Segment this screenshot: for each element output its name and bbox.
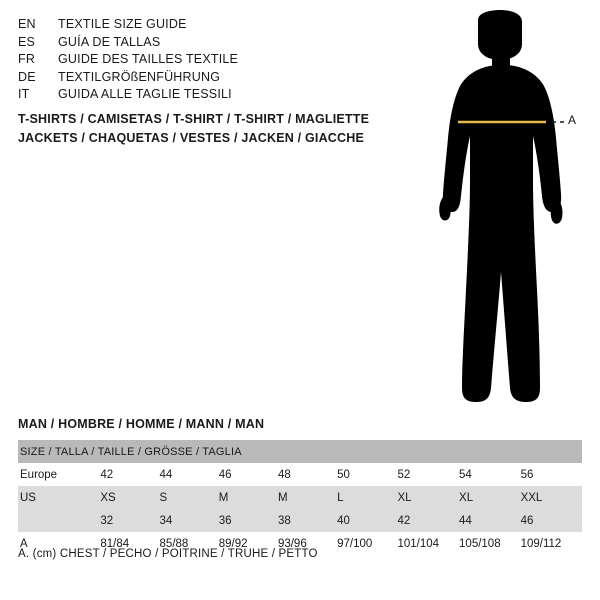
- language-row: [18, 86, 348, 104]
- table-cell: XL: [459, 486, 521, 509]
- language-row: [18, 34, 348, 52]
- language-code: DE: [18, 69, 36, 84]
- language-text: TEXTILE SIZE GUIDE: [58, 17, 187, 31]
- table-cell: 81/84: [100, 532, 159, 555]
- table-cell: 93/96: [278, 532, 337, 555]
- language-list: [18, 16, 348, 104]
- table-row: [18, 463, 582, 486]
- table-row: [18, 486, 582, 509]
- size-table: [18, 440, 582, 555]
- row-label: A: [18, 532, 100, 555]
- table-cell: S: [160, 486, 219, 509]
- category-jackets: JACKETS / CHAQUETAS / VESTES / JACKEN / GIACCHE: [18, 131, 365, 145]
- language-text: GUIDE DES TAILLES TEXTILE: [58, 52, 239, 66]
- language-row: [18, 16, 348, 34]
- table-cell: M: [278, 486, 337, 509]
- table-header-label: SIZE / TALLA / TAILLE / GRÖSSE / TAGLIA: [18, 440, 582, 463]
- table-cell: 109/112: [521, 532, 582, 555]
- table-cell: XL: [398, 486, 460, 509]
- table-footnote: A. (cm) CHEST / PECHO / POITRINE / TRUHE / PETTO: [18, 548, 318, 560]
- table-cell: 105/108: [459, 532, 521, 555]
- measure-label-a: A: [568, 113, 577, 127]
- table-header-row: [18, 440, 582, 463]
- category-tshirts: T-SHIRTS / CAMISETAS / T-SHIRT / T-SHIRT / MAGLIETTE: [18, 112, 370, 126]
- table-cell: L: [337, 486, 397, 509]
- table-cell: XXL: [521, 486, 582, 509]
- language-row: [18, 51, 348, 69]
- table-cell: 32: [100, 509, 159, 532]
- table-cell: 85/88: [160, 532, 219, 555]
- row-label: Europe: [18, 463, 100, 486]
- table-cell: 52: [398, 463, 460, 486]
- language-text: GUIDA ALLE TAGLIE TESSILI: [58, 87, 232, 101]
- row-label: [18, 509, 100, 532]
- language-code: IT: [18, 87, 30, 101]
- silhouette-icon: [400, 10, 600, 410]
- table-row: [18, 509, 582, 532]
- category-headings: [18, 110, 378, 148]
- table-title: MAN / HOMBRE / HOMME / MANN / MAN: [18, 417, 265, 431]
- male-silhouette-figure: [400, 10, 600, 410]
- table-cell: 46: [521, 509, 582, 532]
- table-cell: 56: [521, 463, 582, 486]
- language-code: FR: [18, 52, 36, 66]
- table-cell: 54: [459, 463, 521, 486]
- language-row: [18, 69, 348, 87]
- table-cell: 40: [337, 509, 397, 532]
- table-cell: 46: [219, 463, 278, 486]
- table-cell: 42: [100, 463, 159, 486]
- table-cell: 101/104: [398, 532, 460, 555]
- table-cell: XS: [100, 486, 159, 509]
- row-label: US: [18, 486, 100, 509]
- table-cell: 44: [160, 463, 219, 486]
- language-text: GUÍA DE TALLAS: [58, 34, 161, 49]
- table-cell: 97/100: [337, 532, 397, 555]
- table-cell: 89/92: [219, 532, 278, 555]
- language-text: TEXTILGRÖßENFÜHRUNG: [58, 69, 221, 84]
- table-cell: 48: [278, 463, 337, 486]
- table-cell: 44: [459, 509, 521, 532]
- table-cell: 50: [337, 463, 397, 486]
- table-cell: M: [219, 486, 278, 509]
- table-cell: 42: [398, 509, 460, 532]
- table-cell: 38: [278, 509, 337, 532]
- language-code: EN: [18, 17, 36, 31]
- language-code: ES: [18, 34, 36, 49]
- table-cell: 36: [219, 509, 278, 532]
- table-cell: 34: [160, 509, 219, 532]
